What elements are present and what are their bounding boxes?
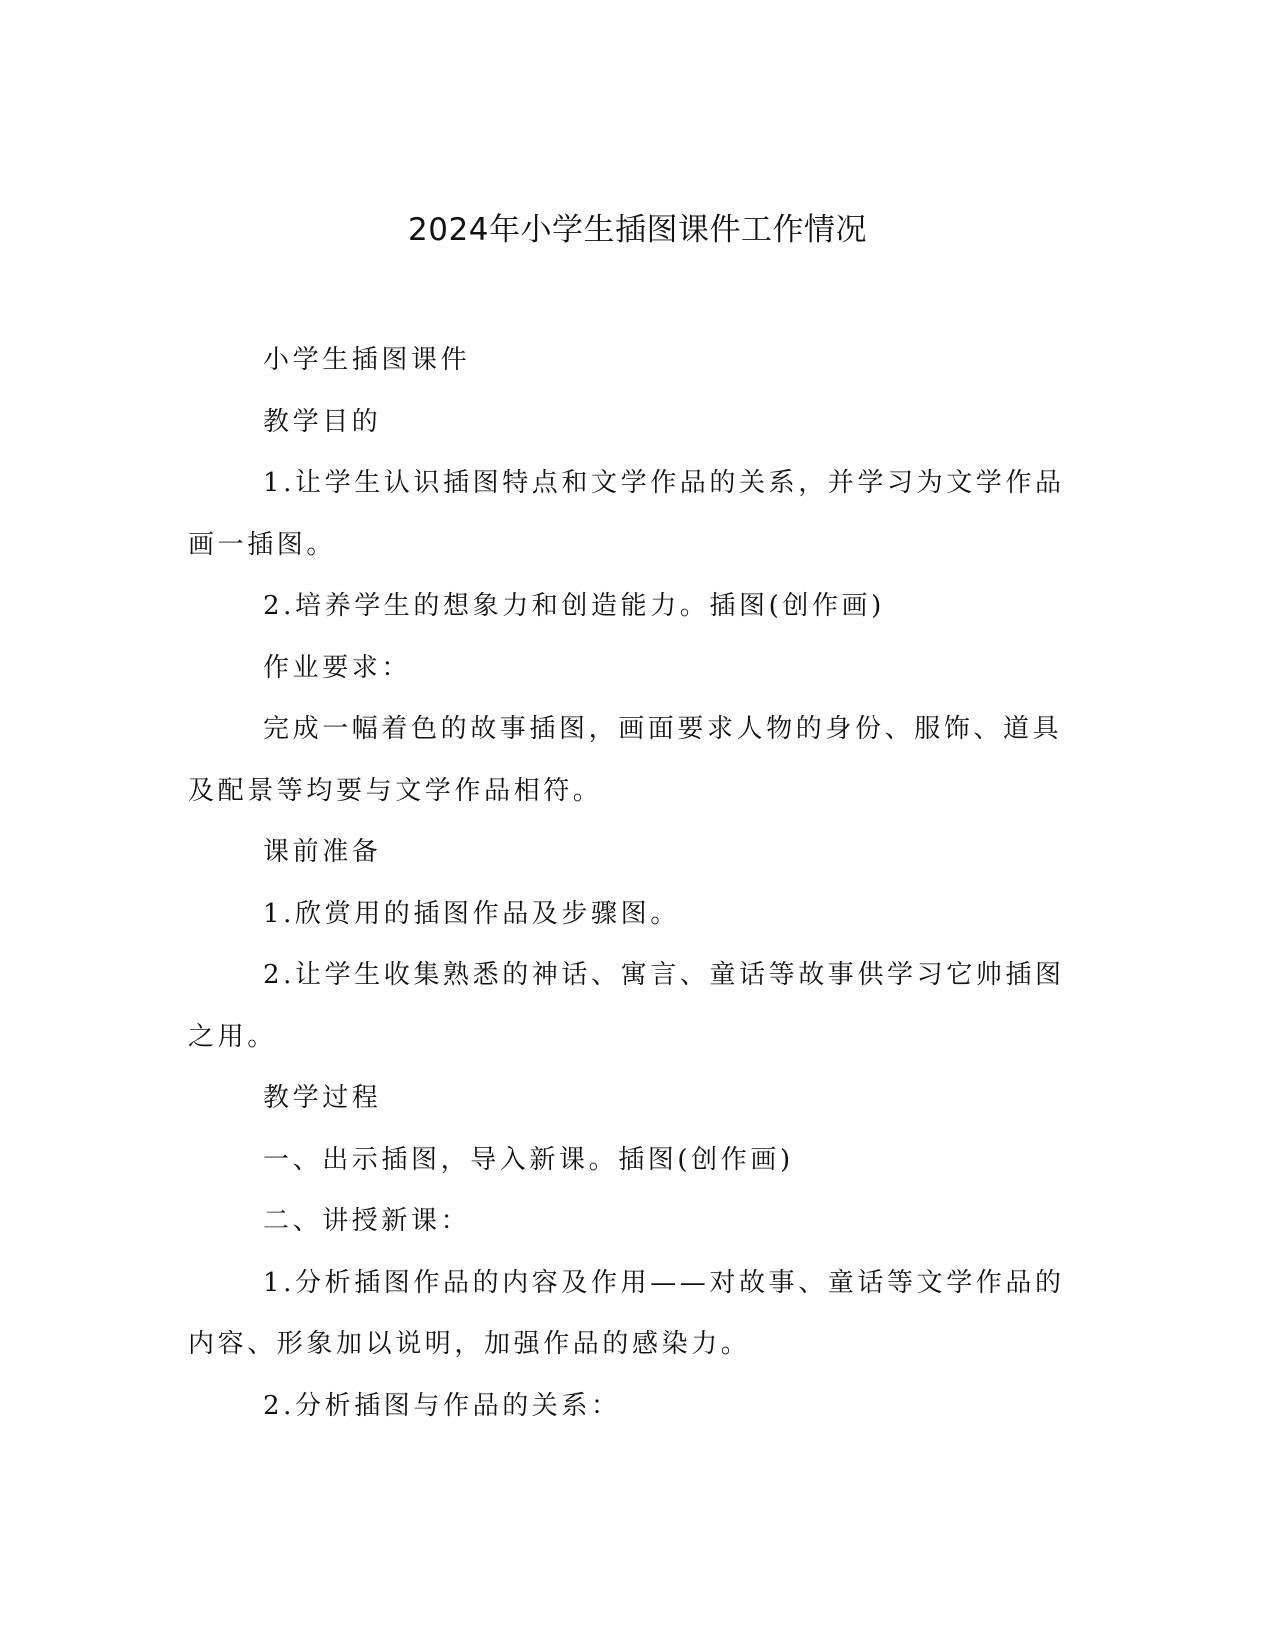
paragraph-process-step-1: 一、出示插图，导入新课。插图(创作画) [263,1144,794,1175]
paragraph-process-step-2: 二、讲授新课： [263,1206,471,1236]
paragraph-heading-assignment: 作业要求： [263,652,412,683]
paragraph-heading-process: 教学过程 [263,1083,382,1113]
paragraph-assignment: 完成一幅着色的故事插图，画面要求人物的身份、服饰、道具及配景等均要与文学作品相符。 [188,714,1063,806]
document-body [188,330,1078,1437]
paragraph-course-name: 小学生插图课件 [263,345,471,375]
document-title: 2024年小学生插图课件工作情况 [408,212,867,248]
paragraph-analysis-2: 2.分析插图与作品的关系： [263,1390,621,1421]
paragraph-objective-1: 1.让学生认识插图特点和文学作品的关系，并学习为文学作品画一插图。 [188,468,1065,560]
paragraph-heading-objectives: 教学目的 [263,406,382,437]
paragraph-objective-2: 2.培养学生的想象力和创造能力。插图(创作画) [263,591,885,621]
paragraph-analysis-1: 1.分析插图作品的内容及作用——对故事、童话等文学作品的内容、形象加以说明，加强作品的感染力。 [188,1267,1065,1359]
paragraph-preparation-2: 2.让学生收集熟悉的神话、寓言、童话等故事供学习它帅插图之用。 [188,960,1065,1052]
paragraph-heading-preparation: 课前准备 [263,837,382,867]
paragraph-preparation-1: 1.欣赏用的插图作品及步骤图。 [263,898,680,929]
